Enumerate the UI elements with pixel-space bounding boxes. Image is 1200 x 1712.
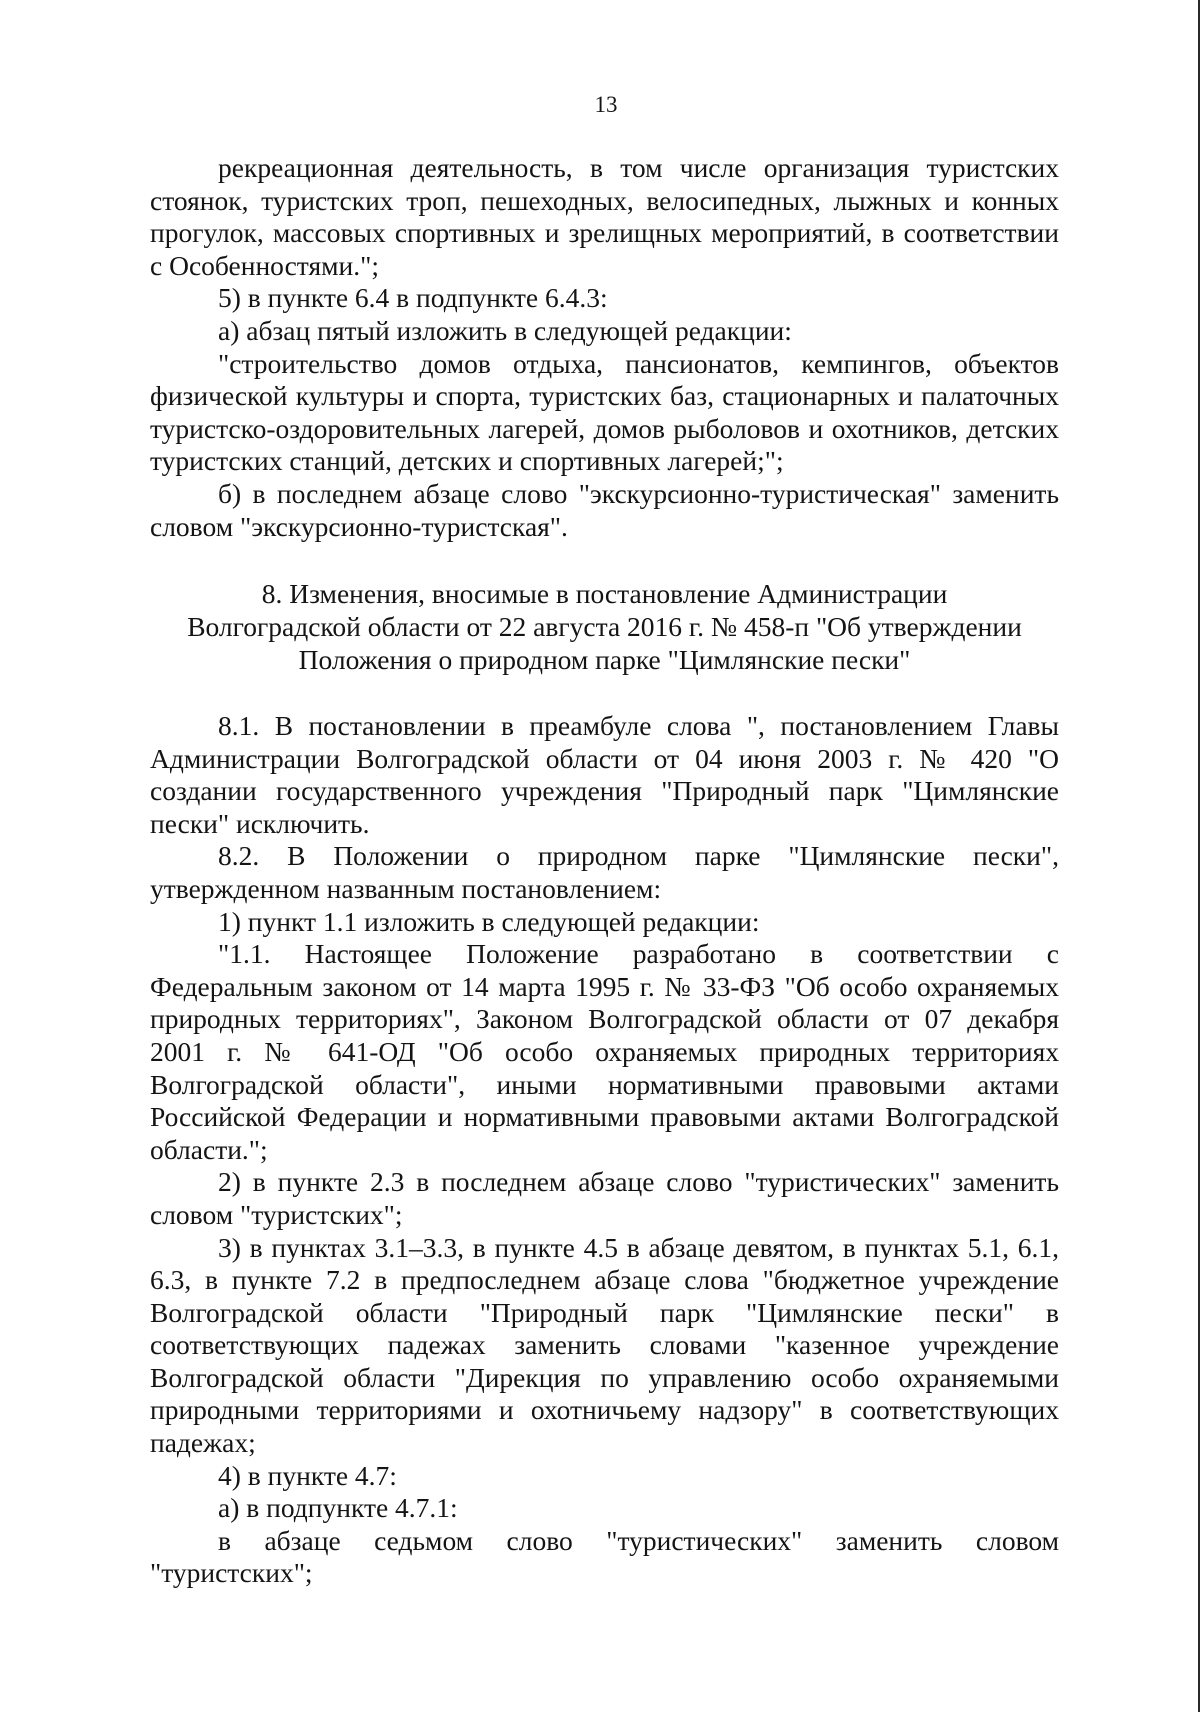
paragraph: в абзаце седьмом слово "туристических" заменить словом "туристских"; bbox=[150, 1524, 1059, 1589]
paragraph: 8.1. В постановлении в преамбуле слова ", постановлением Главы Администрации Волгоградской области от 04 июня 2003 г. № 420 "О создании государственного учреждения "Природный парк "Цимлянские пески" исключить. bbox=[150, 710, 1059, 839]
paragraph: рекреационная деятельность, в том числе организация туристских стоянок, туристских троп, пешеходных, велосипедных, лыжных и конных прогулок, массовых спортивных и зрелищных мероприятий, в соответствии с Особенностями."; bbox=[150, 152, 1059, 281]
paragraph: 5) в пункте 6.4 в подпункте 6.4.3: bbox=[218, 282, 608, 314]
paragraph: а) абзац пятый изложить в следующей редакции: bbox=[218, 314, 792, 346]
text-block-lower bbox=[150, 710, 1059, 1590]
paragraph: 1) пункт 1.1 изложить в следующей редакции: bbox=[218, 905, 760, 937]
paragraph: 3) в пунктах 3.1–3.3, в пункте 4.5 в абзаце девятом, в пунктах 5.1, 6.1, 6.3, в пункте 7.2 в предпоследнем абзаце слова "бюджетное учреждение Волгоградской области "Природный парк "Цимлянские пески" в соответствующих падежах заменить словами "казенное учреждение Волгоградской области "Дирекция по управлению особо охраняемыми природными территориями и охотничьему надзору" в соответствующих падежах; bbox=[150, 1231, 1059, 1459]
page-number: 13 bbox=[594, 92, 618, 117]
paragraph: "строительство домов отдыха, пансионатов, кемпингов, объектов физической культуры и спорта, туристских баз, стационарных и палаточных туристско-оздоровительных лагерей, домов рыболовов и охотников, детских туристских станций, детских и спортивных лагерей;"; bbox=[150, 347, 1059, 477]
heading-line: Положения о природном парке "Цимлянские пески" bbox=[298, 644, 911, 675]
text-block-upper bbox=[150, 152, 1059, 543]
paragraph: б) в последнем абзаце слово "экскурсионно-туристическая" заменить словом "экскурсионно-туристская". bbox=[150, 477, 1059, 542]
paragraph: 4) в пункте 4.7: bbox=[218, 1459, 397, 1491]
paragraph: 8.2. В Положении о природном парке "Цимлянские пески", утвержденном названным постановлением: bbox=[150, 840, 1059, 904]
paragraph: 2) в пункте 2.3 в последнем абзаце слово "туристических" заменить словом "туристских"; bbox=[150, 1166, 1059, 1230]
heading-line: Волгоградской области от 22 августа 2016 г. № 458-п "Об утверждении bbox=[187, 611, 1022, 642]
section-heading bbox=[150, 577, 1059, 676]
paragraph: "1.1. Настоящее Положение разработано в соответствии с Федеральным законом от 14 марта 1995 г. № 33-ФЗ "Об особо охраняемых природных территориях", Законом Волгоградской области от 07 декабря 2001 г. № 641-ОД "Об особо охраняемых природных территориях Волгоградской области", иными нормативными правовыми актами Российской Федерации и нормативными правовыми актами Волгоградской области."; bbox=[150, 938, 1059, 1165]
heading-line: 8. Изменения, вносимые в постановление Администрации bbox=[261, 578, 948, 609]
paragraph: а) в подпункте 4.7.1: bbox=[218, 1492, 458, 1524]
